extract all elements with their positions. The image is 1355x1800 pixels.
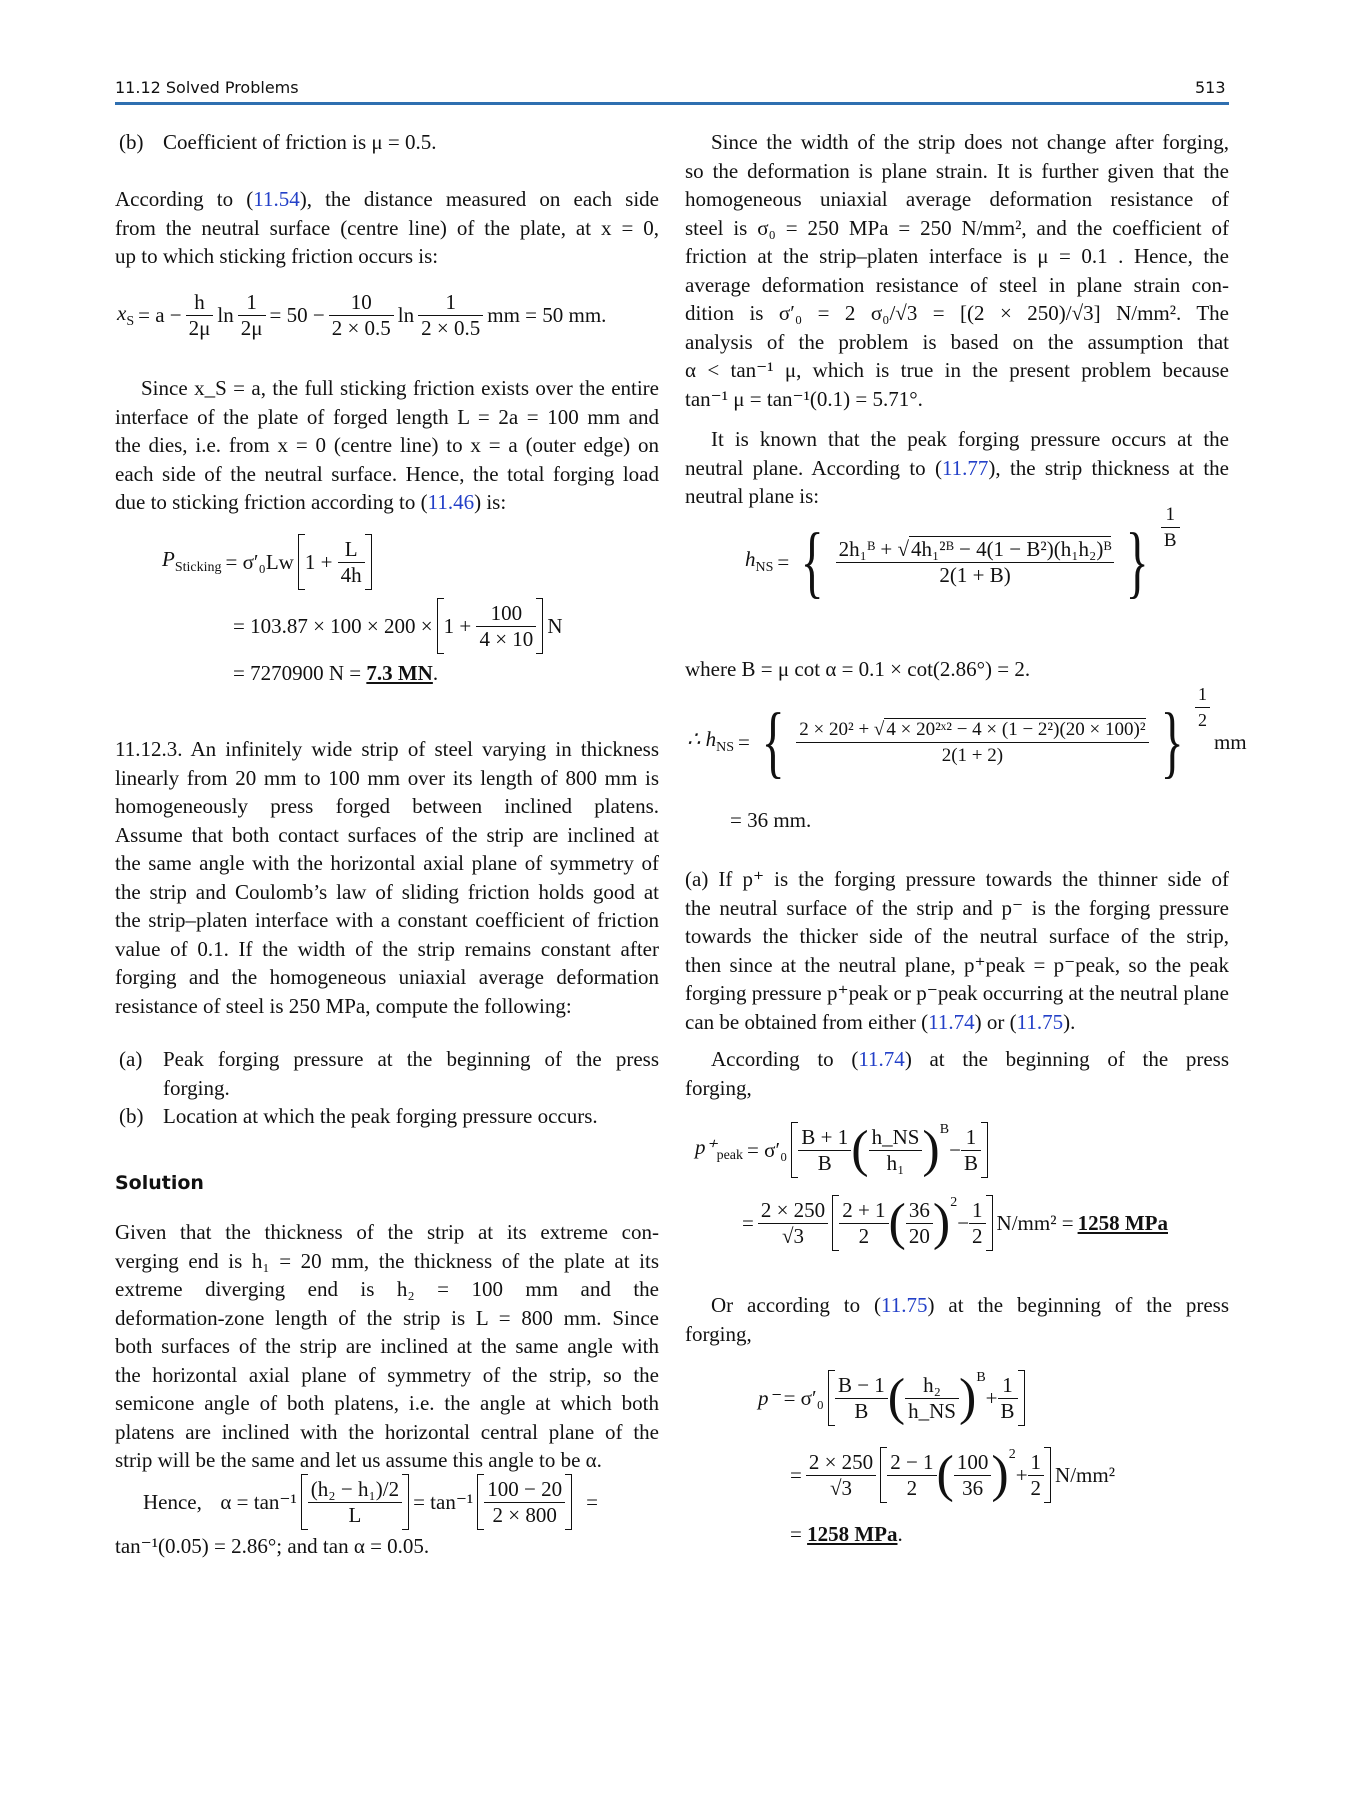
equation-p-minus-numeric: = $\frac{2 \times 250}{√3}$ $\frac{2 - 1}{2}$ ( $\frac{100}{36}$ ) 2 + $\frac{1}{2}$ N/mm² [790,1446,1115,1503]
result-value: 1258 MPa [1077,1210,1168,1235]
eq-text: ln [217,303,234,327]
math-fragment: 20 [908,1223,930,1248]
math-fragment [565,1474,572,1530]
math-fragment: (h₂ − h₁)/2 [308,1477,402,1503]
math-fragment: 2 × 250 [758,1198,828,1224]
math-fragment: 1 [969,1198,986,1224]
math-fragment: 36 [962,1475,984,1500]
equation-reference-link[interactable]: 11.74 [858,1047,905,1071]
text-line: interface of the plate of forged length L = 2a = 100 mm and [115,404,659,429]
text-line: verging end is h₁ = 20 mm, the thickness of the plate at its [115,1248,659,1273]
text-line: the strip–platen interface with a constant coefficient of friction [115,908,659,932]
math-fragment: B [817,1150,832,1175]
text-line: value of 0.1. If the width of the strip remains constant after [115,936,659,961]
math-fragment [402,1474,409,1530]
math-fragment: 1 [238,290,266,316]
math-fragment: 2(1 + 2) [941,744,1004,766]
text-line: can be obtained from either (11.74) or (11.75). [685,1009,1076,1034]
math-fragment: 2 × 0.5 [421,316,481,340]
item-text: Peak forging pressure at the beginning of the press [163,1047,659,1071]
text-line: the strip and Coulomb’s law of sliding friction holds good at [115,879,659,904]
math-fragment [986,1195,993,1251]
math-fragment: 2h₁ᴮ + √4h₁²ᴮ − 4(1 − B²)(h₁h₂)ᴮ [836,537,1115,563]
text-line: platens are inclined with the horizontal central plane of the [115,1419,659,1444]
math-fragment: 2 [972,1223,983,1248]
math-fragment: ) [922,1121,940,1178]
text-line: Since the width of the strip does not change after forging, [711,130,1229,154]
math-fragment: 4 × 20²ˣ² − 4 × (1 − 2²)(20 × 100)² [886,718,1146,740]
math-fragment: 2(1 + B) [939,562,1011,587]
item-b [115,128,659,157]
equation-reference-link[interactable]: 11.74 [928,1009,975,1034]
math-fragment: 100 − 20 [484,1477,565,1503]
math-fragment: 2 × 20² + √ 4 × 20²ˣ² − 4 × (1 − 2²)(20 × 100)² [796,717,1148,743]
equation-p-sticking-line2: = 103.87 × 100 × 200 × 1 + $\frac{100}{4 \times 10}$ N [233,598,562,654]
math-fragment: 1 [998,1373,1018,1399]
text-line: analysis of the problem is based on the assumption that [685,329,1229,354]
paragraph-according-1174 [685,1045,1229,1102]
math-fragment [832,1195,839,1251]
math-fragment: 1 [1028,1450,1045,1476]
fraction [329,290,394,341]
math-fragment [880,1447,887,1503]
text-line: dition is σ′₀ = 2 σ₀/√3 = [(2 × 250)/√3] N/mm². The [685,301,1229,325]
paragraph-neutral-plane [685,425,1229,511]
text-line: neutral plane is: [685,484,820,508]
equation-p-minus-result: = 1258 MPa. [790,1522,903,1546]
math-fragment [981,1122,988,1178]
equation-p-sticking: $P_{Sticking}$ = σ′₀Lw 1 + $\frac{L}{4h}$ [162,534,372,590]
text-line: strip will be the same and let us assume this angle to be α. [115,1448,602,1472]
paragraph-full-sticking [115,374,659,517]
text-line: Assume that both contact surfaces of the strip are inclined at [115,822,659,847]
item-text: Location at which the peak forging pressure occurs. [163,1104,598,1128]
equation-p-sticking-result: = 7270900 N = 7.3 MN. [233,661,439,685]
text-line: friction at the strip–platen interface is μ = 0.1 . Hence, the [685,244,1229,268]
math-fragment: 1 [1195,682,1210,708]
math-fragment [477,1474,484,1530]
math-fragment: $\frac{B + 1}{B}$ ( $\frac{h\_NS}{\text{h₁}}$ ) B − $\frac{1}{B}$ [791,1122,988,1178]
text-line: the dies, i.e. from x = 0 (centre line) to x = a (outer edge) on [115,433,659,457]
equation-hns: $h_{NS}$ = { $\frac{\text{2h₁ᴮ + √4h₁²ᴮ − 4(1 − B²)(h₁h₂)ᴮ}}{2(1 + B)}$ } $\frac{1}{B}$ [745,522,1180,602]
text-line: towards the thicker side of the neutral surface of the strip, [685,924,1229,948]
running-header-section: 11.12 Solved Problems [115,78,299,97]
equation-reference-link[interactable]: 11.75 [881,1293,928,1317]
math-fragment: $\frac{B - 1}{B}$ ( $\frac{\text{h₂}}{h\_NS}$ ) B + $\frac{1}{B}$ [828,1370,1025,1426]
paragraph-peak-pressure [685,865,1229,1036]
eq-text: mm = 50 mm. [487,303,607,327]
text-line: According to (11.74) at the beginning of the press [711,1047,1229,1071]
math-fragment: 2μ [240,316,263,340]
text-line: neutral plane. According to (11.77), the strip thickness at the [685,455,1229,480]
equation-hns-numeric: ∴ $h_{NS}$ = { $\frac{\text{2 × 20² + √ 4 × 20²ˣ² − 4 × (1 − 2²)(20 × 100)²}}{2(1 + 2)}$ } $\frac{1}{2}$ mm [687,683,1247,786]
text-line: Since x_S = a, the full sticking friction exists over the entire [141,376,659,400]
item-label: (b) [119,1104,144,1128]
math-fragment: 2 [858,1223,870,1248]
math-fragment: 1 + $\frac{100}{4 \times 10}$ [437,598,544,654]
math-fragment: 2 + 1 [839,1198,888,1224]
result-value: 1258 MPa [807,1522,898,1546]
math-fragment: h₁ [886,1150,905,1175]
text-line: homogeneous uniaxial average deformation resistance of [685,187,1229,211]
math-fragment: ) [991,1446,1009,1503]
item-text: forging. [163,1075,230,1100]
math-fragment [437,598,444,654]
text-line: the same angle with the horizontal axial plane of symmetry of [115,851,659,875]
equation-reference-link[interactable]: 11.75 [1016,1009,1064,1034]
math-fragment: ) [932,1194,951,1251]
math-fragment: 36 [906,1198,933,1224]
eq-text: ln [397,303,415,327]
paragraph-plane-strain [685,128,1229,413]
item-label: (a) [119,1047,143,1071]
math-fragment: L [348,1502,362,1527]
math-fragment: ( [936,1446,954,1503]
math-fragment: √3 [830,1475,853,1500]
text-line: then since at the neutral plane, p⁺peak = p⁻peak, so the peak [685,952,1229,977]
text-line: semicone angle of both platens, i.e. the angle at which both [115,1391,659,1415]
eq-text: = 50 − [269,303,325,327]
text-line: forging, [685,1075,752,1100]
solution-heading: Solution [115,1172,204,1194]
math-fragment: B [854,1398,869,1423]
eq-text: = a − [138,303,182,327]
math-fragment: 4h₁²ᴮ − 4(1 − B²)(h₁h₂)ᴮ [910,536,1112,561]
math-fragment: L [338,537,365,563]
math-fragment: 2 × 250 [806,1450,876,1476]
text-line: Or according to (11.75) at the beginning of the press [711,1293,1230,1317]
text-line: each side of the neutral surface. Hence, the total forging load [115,461,659,486]
math-fragment: 1 + $\frac{L}{4h}$ [298,534,372,590]
math-fragment: { [761,698,785,786]
math-fragment: h [186,290,214,316]
text-line: Given that the thickness of the strip at its extreme con- [115,1220,659,1244]
math-fragment: B [963,1150,978,1175]
math-fragment [828,1370,835,1426]
paragraph-sticking-distance [115,185,659,271]
text-line: forging and the homogeneous uniaxial average deformation [115,965,659,989]
text-line: α < tan⁻¹ μ, which is true in the present problem because [685,358,1229,382]
text-line: due to sticking friction according to (11.46) is: [115,490,507,514]
equation-p-plus: $p^+_{peak}$ = σ′₀ $\frac{B + 1}{B}$ ( $\frac{h\_NS}{\text{h₁}}$ ) B − $\frac{1}{B}$ [695,1122,988,1178]
item-label: (b) [119,130,144,154]
alpha-result-line: tan⁻¹(0.05) = 2.86°; and tan α = 0.05. [115,1534,430,1558]
math-fragment [301,1474,409,1530]
math-fragment: 4 × 10 [479,626,534,651]
math-fragment: 1 [418,290,483,316]
equation-xs [117,290,606,341]
text-line: both surfaces of the strip are inclined at the same angle with [115,1334,659,1358]
math-fragment: ( [851,1121,869,1178]
equation-alpha: Hence, α = tan⁻¹ $\frac{\text{(h₂ − h₁)/2}}{L}$ = tan⁻¹ $\frac{100 - 20}{2 \times 800}$ = [143,1474,598,1530]
math-fragment: 100 [476,601,536,627]
text-line: extreme diverging end is h₂ = 100 mm and the [115,1277,659,1301]
equation-p-minus: p⁻ = σ′₀ $\frac{B - 1}{B}$ ( $\frac{\text{h₂}}{h\_NS}$ ) B + $\frac{1}{B}$ [758,1370,1025,1426]
math-fragment: √3 [782,1223,805,1248]
math-fragment: 100 [954,1450,992,1476]
text-line: the horizontal axial plane of symmetry of the strip, so the [115,1362,659,1387]
text-line: forging, [685,1321,752,1346]
math-fragment: B [1163,529,1177,551]
math-fragment [365,534,372,590]
item-text: Coefficient of friction is μ = 0.5. [163,130,437,154]
math-fragment: 2 [906,1475,918,1500]
math-fragment [1044,1447,1051,1503]
problem-items [115,1045,659,1131]
math-fragment: 4h [340,562,362,587]
math-fragment: h_NS [869,1125,923,1151]
equation-p-plus-numeric: = $\frac{2 \times 250}{√3}$ $\frac{2 + 1}{2}$ ( $\frac{36}{20}$ ) 2 − $\frac{1}{2}$ N/mm² = 1258 MPa [742,1194,1168,1251]
fraction [238,290,266,341]
math-fragment: 2μ [188,316,211,340]
math-fragment: h_NS [908,1398,956,1423]
math-fragment [477,1474,572,1530]
equation-reference-link[interactable]: 11.54 [253,187,300,211]
paragraph-given [115,1218,659,1475]
text-line: so the deformation is plane strain. It is further given that the [685,158,1229,183]
math-fragment: 2 − 1 [887,1450,936,1476]
math-fragment: 1 [961,1125,981,1151]
math-fragment: ( [888,1194,906,1251]
equation-reference-link[interactable]: 11.77 [941,455,989,480]
text-line: (a) If p⁺ is the forging pressure towards the thinner side of [685,867,1229,891]
text-line: the neutral surface of the strip and p⁻ is the forging pressure [685,895,1229,920]
problem-statement [115,735,659,1020]
math-fragment: B [1000,1398,1015,1423]
text-line: linearly from 20 mm to 100 mm over its length of 800 mm is [115,765,659,790]
paragraph-according-1175 [685,1291,1229,1348]
math-fragment: $\frac{2 - 1}{2}$ ( $\frac{100}{36}$ ) 2 + $\frac{1}{2}$ [880,1447,1051,1503]
text-line: from the neutral surface (centre line) of the plate, at x = 0, [115,215,659,240]
math-fragment: } [1126,518,1150,606]
math-fragment: 2 [1197,709,1207,730]
math-fragment [298,534,305,590]
math-fragment [1018,1370,1025,1426]
equation-reference-link[interactable]: 11.46 [427,490,475,514]
math-fragment [301,1474,308,1530]
fraction [186,290,214,341]
text-line: 11.12.3. An infinitely wide strip of steel varying in thickness [115,737,659,761]
math-fragment: 10 [329,290,394,316]
eq-text: S [126,314,135,330]
page-number: 513 [1195,78,1226,97]
math-fragment: B − 1 [835,1373,888,1399]
math-fragment: 2 × 0.5 [331,316,391,340]
math-fragment: h₂ [905,1373,959,1399]
text-line: According to (11.54), the distance measured on each side [115,187,659,211]
hns-result: = 36 mm. [730,808,812,832]
math-fragment: 2 × 800 [492,1502,557,1527]
math-fragment: B + 1 [798,1125,851,1151]
text-line: resistance of steel is 250 MPa, compute the following: [115,993,572,1018]
result-value: 7.3 MN [366,661,433,685]
math-fragment: ( [887,1369,906,1426]
text-line: tan⁻¹ μ = tan⁻¹(0.1) = 5.71°. [685,386,923,411]
where-b-line: where B = μ cot α = 0.1 × cot(2.86°) = 2. [685,657,1031,681]
math-fragment: 2 [1030,1475,1042,1500]
text-line: forging pressure p⁺peak or p⁻peak occurring at the neutral plane [685,981,1229,1005]
header-rule [115,102,1229,105]
text-line: average deformation resistance of steel in plane strain con- [685,272,1229,297]
text-line: It is known that the peak forging pressure occurs at the [711,427,1229,451]
text-line: homogeneously press forged between inclined platens. [115,794,659,818]
text-line: up to which sticking friction occurs is: [115,244,439,268]
math-fragment: { [800,518,824,606]
math-fragment: $\frac{2 + 1}{2}$ ( $\frac{36}{20}$ ) 2 − $\frac{1}{2}$ [832,1195,992,1251]
math-fragment: ) [958,1369,977,1426]
math-fragment [791,1122,798,1178]
text-line: deformation-zone length of the strip is L = 800 mm. Since [115,1305,659,1330]
math-fragment: 1 [1161,502,1180,528]
math-fragment: } [1160,698,1184,786]
eq-text: x [117,300,127,325]
fraction [418,290,483,341]
text-line: steel is σ₀ = 250 MPa = 250 N/mm², and the coefficient of [685,215,1229,240]
math-fragment [536,598,543,654]
